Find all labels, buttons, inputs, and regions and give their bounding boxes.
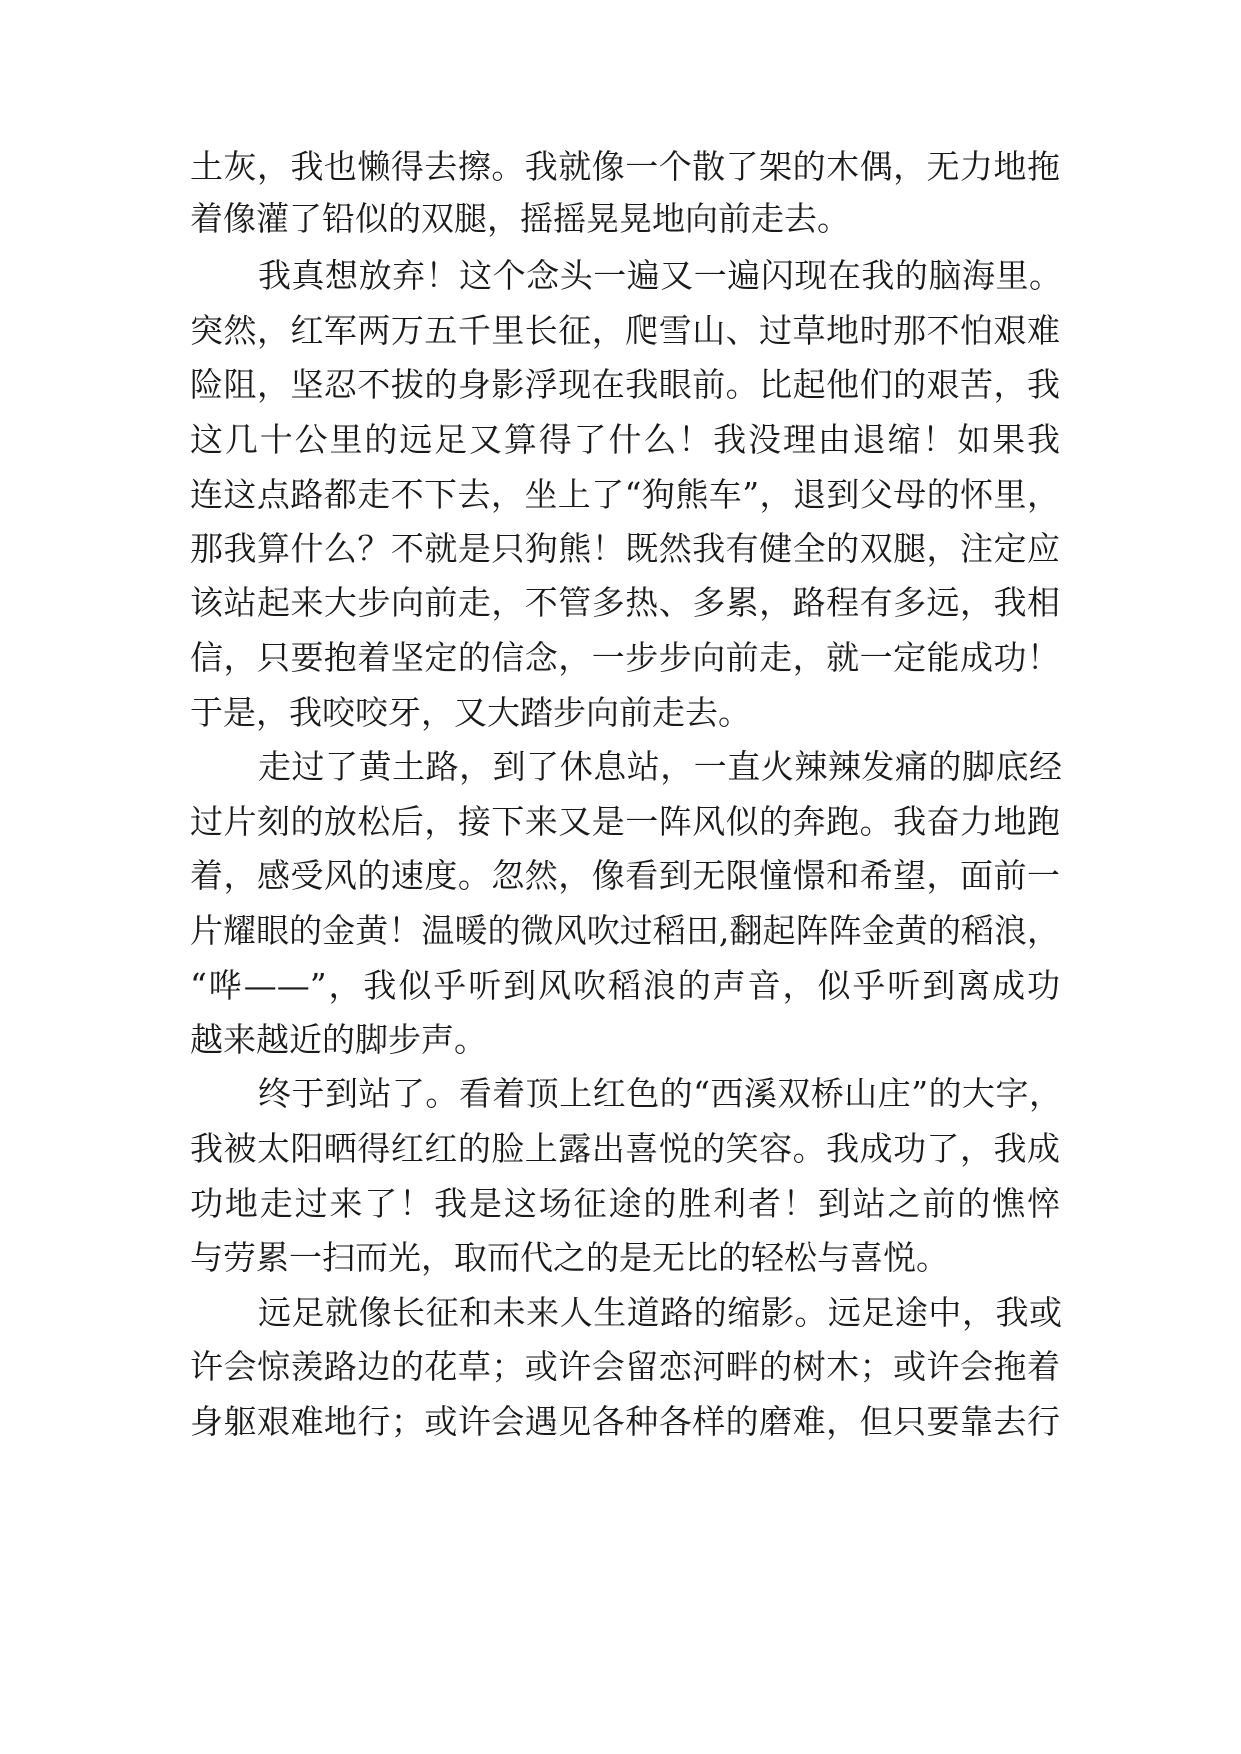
text-line: 于是，我咬咬牙，又大踏步向前走去。 [190, 693, 751, 732]
text-line: 险阻，坚忍不拔的身影浮现在我眼前。比起他们的艰苦，我 [190, 365, 1060, 404]
text-line: 突然，红军两万五千里长征，爬雪山、过草地时那不怕艰难 [190, 311, 1060, 350]
text-line: 这几十公里的远足又算得了什么！我没理由退缩！如果我 [190, 420, 1060, 459]
text-line: “哗——”，我似乎听到风吹稻浪的声音，似乎听到离成功 [190, 966, 1060, 1005]
text-line: 许会惊羡路边的花草；或许会留恋河畔的树木；或许会拖着 [190, 1347, 1060, 1386]
text-line: 我真想放弃！这个念头一遍又一遍闪现在我的脑海里。 [258, 256, 1062, 295]
text-line: 走过了黄土路，到了休息站，一直火辣辣发痛的脚底经 [258, 747, 1062, 786]
text-line: 信，只要抱着坚定的信念，一步步向前走，就一定能成功！ [190, 638, 1060, 677]
text-line: 身躯艰难地行；或许会遇见各种各样的磨难，但只要靠去行 [190, 1402, 1060, 1441]
text-line: 我被太阳晒得红红的脸上露出喜悦的笑容。我成功了，我成 [190, 1129, 1060, 1168]
text-line: 片耀眼的金黄！温暖的微风吹过稻田,翻起阵阵金黄的稻浪， [190, 911, 1060, 950]
text-line: 该站起来大步向前走，不管多热、多累，路程有多远，我相 [190, 583, 1060, 622]
text-line: 远足就像长征和未来人生道路的缩影。远足途中，我或 [258, 1293, 1062, 1332]
text-line: 土灰，我也懒得去擦。我就像一个散了架的木偶，无力地拖 [190, 147, 1060, 186]
text-line: 着，感受风的速度。忽然，像看到无限憧憬和希望，面前一 [190, 856, 1060, 895]
text-line: 功地走过来了！我是这场征途的胜利者！到站之前的憔悴 [190, 1184, 1060, 1223]
text-line: 连这点路都走不下去，坐上了“狗熊车”，退到父母的怀里， [190, 475, 1060, 514]
text-line: 越来越近的脚步声。 [190, 1020, 487, 1059]
text-line: 过片刻的放松后，接下来又是一阵风似的奔跑。我奋力地跑 [190, 802, 1060, 841]
text-line: 那我算什么？不就是只狗熊！既然我有健全的双腿，注定应 [190, 529, 1060, 568]
text-line: 与劳累一扫而光，取而代之的是无比的轻松与喜悦。 [190, 1238, 949, 1277]
text-line: 终于到站了。看着顶上红色的“西溪双桥山庄”的大字， [258, 1074, 1062, 1113]
text-line: 着像灌了铅似的双腿，摇摇晃晃地向前走去。 [190, 199, 850, 238]
